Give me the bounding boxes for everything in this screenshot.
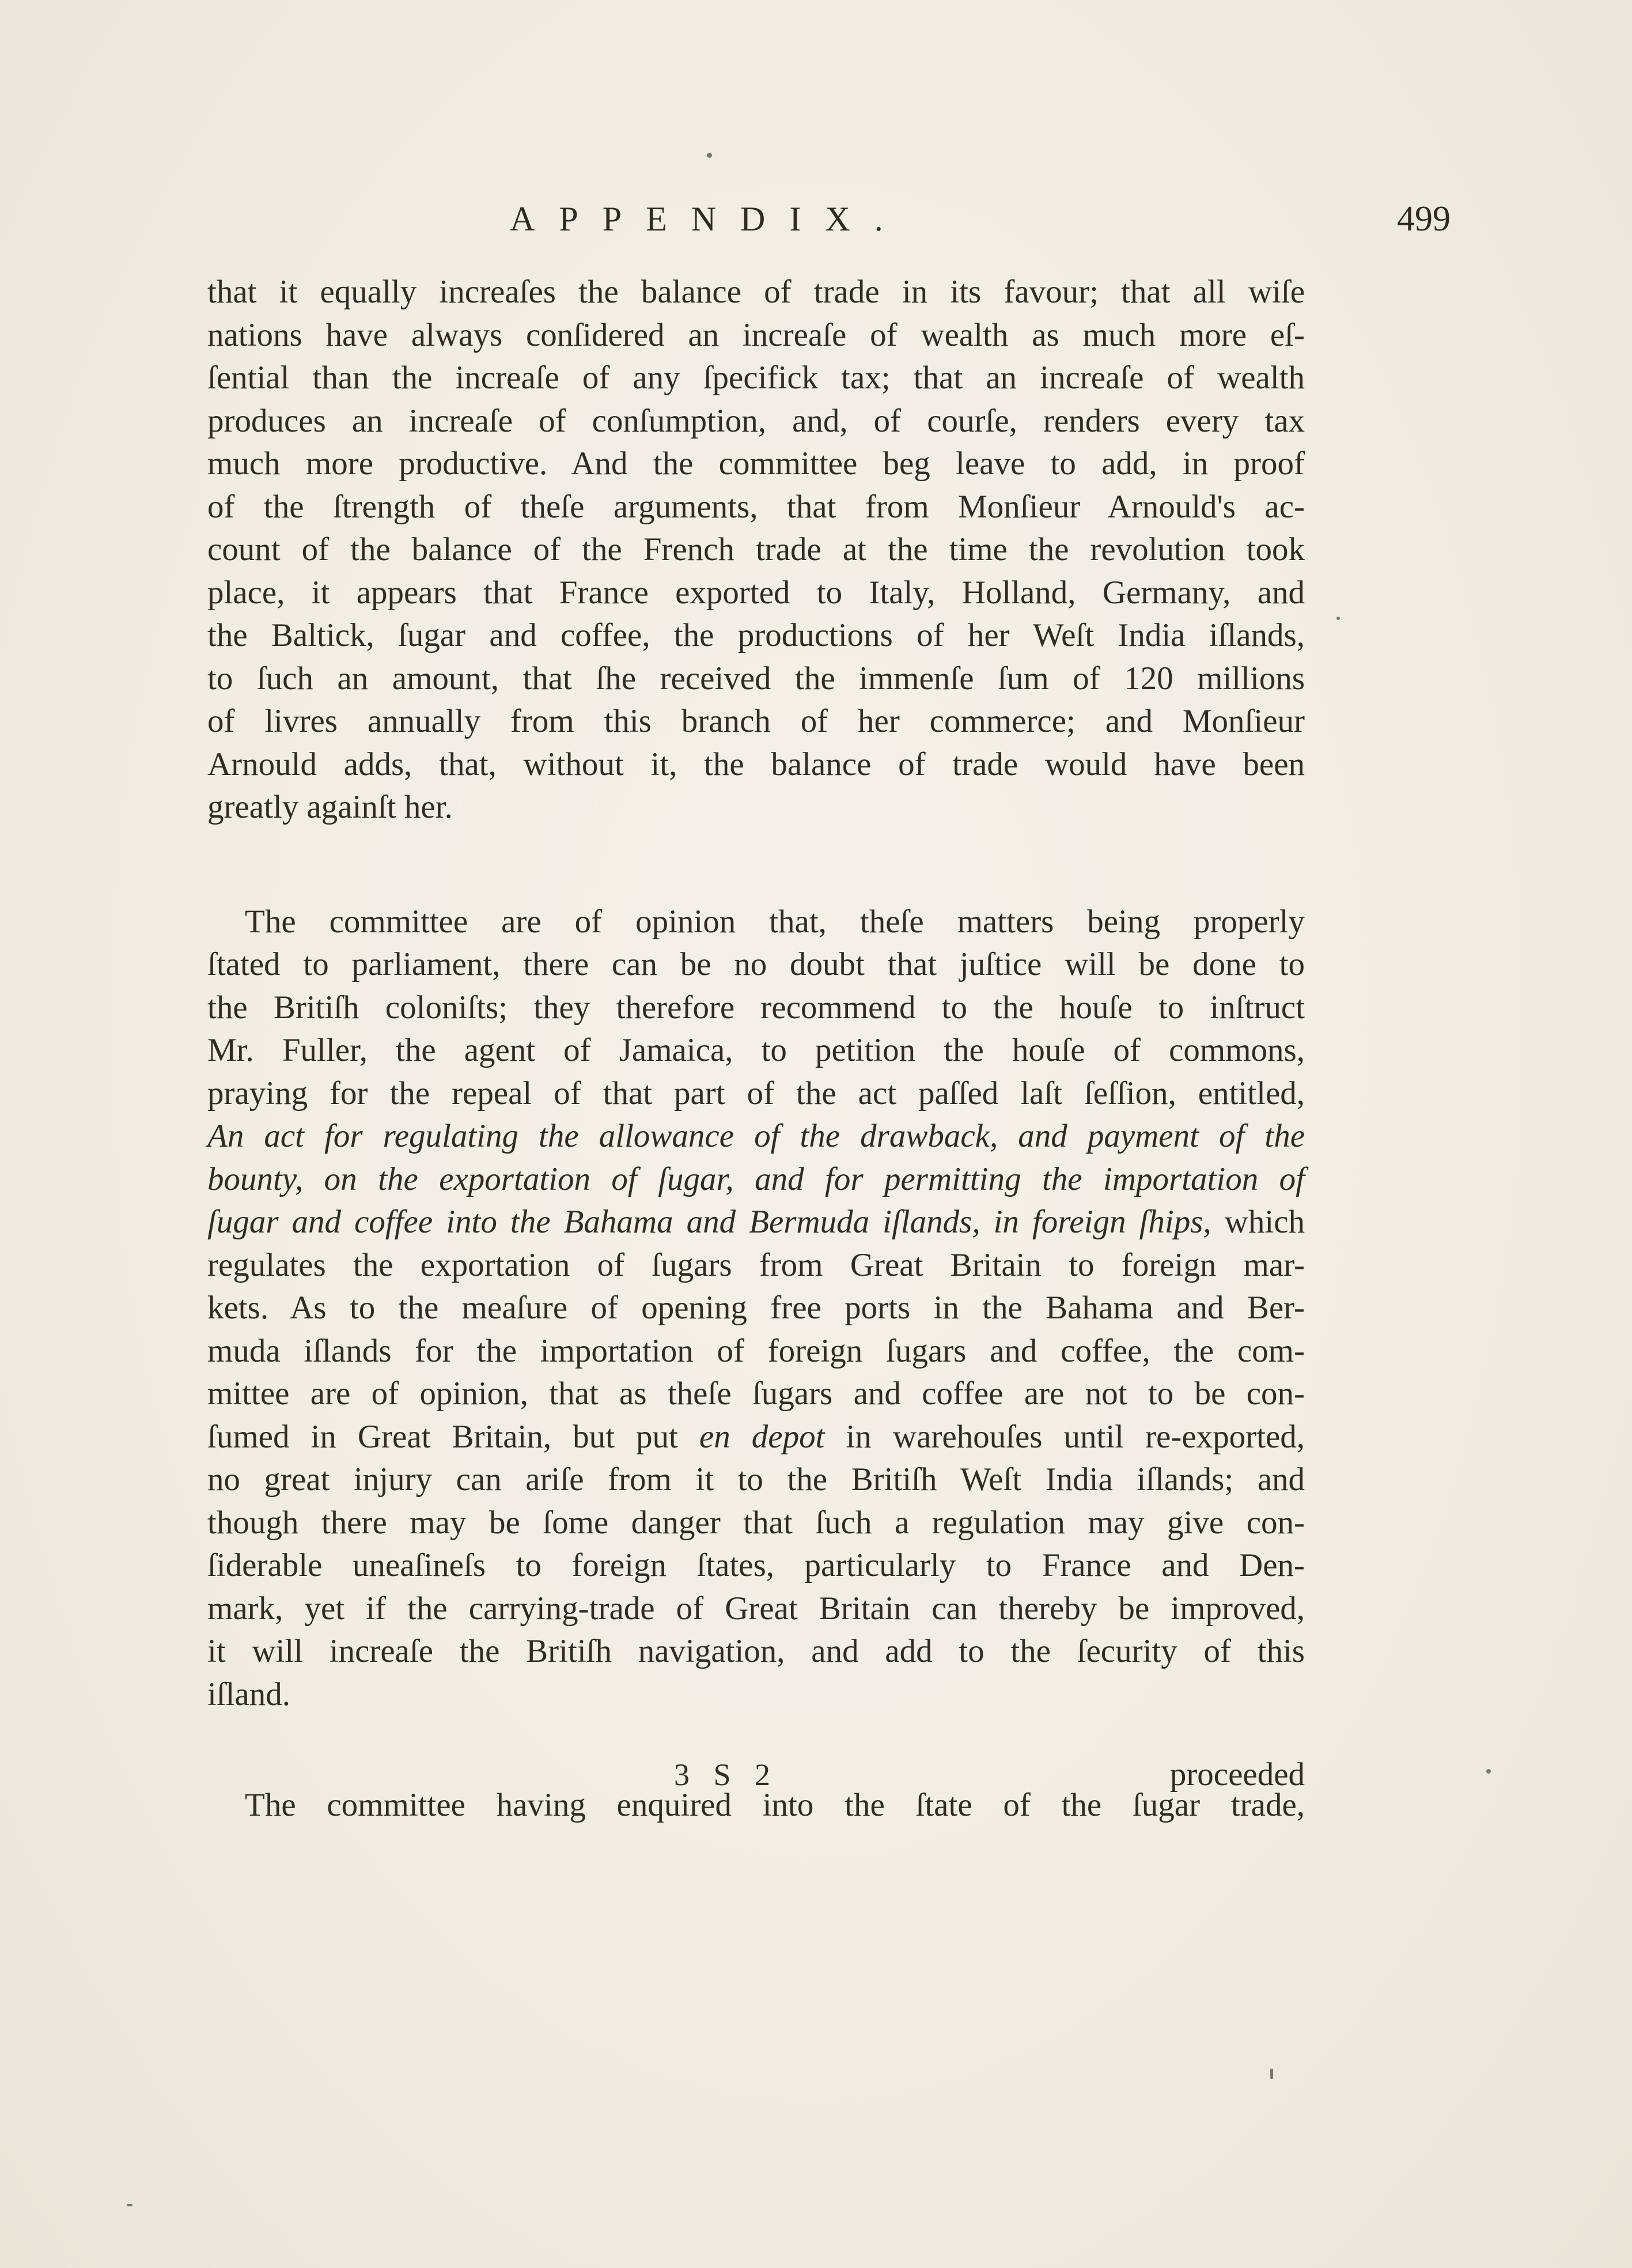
text-line — [207, 1158, 1305, 1201]
text-line: the Baltick, ſugar and coffee, the productions of her Weſt India iſlands, — [207, 617, 1305, 653]
running-title: APPENDIX. — [510, 200, 907, 238]
page-footer — [207, 1752, 1305, 1798]
paper-speck — [127, 2204, 132, 2206]
text-line: much more productive. And the committee beg leave to add, in proof — [207, 445, 1305, 482]
text-line: Mr. Fuller, the agent of Jamaica, to petition the houſe of commons, — [207, 1032, 1305, 1068]
act-title-line: An act for regulating the allowance of the drawback, and payment of the — [207, 1118, 1305, 1154]
paragraph-1 — [207, 271, 1305, 829]
text-line: it will increaſe the Britiſh navigation, and add to the ſecurity of this — [207, 1633, 1305, 1669]
text-line: though there may be ſome danger that ſuch a regulation may give con- — [207, 1504, 1305, 1541]
text-line: ſiderable uneaſineſs to foreign ſtates, particularly to France and Den- — [207, 1547, 1305, 1583]
paper-speck — [1486, 1769, 1491, 1774]
text-line: regulates the exportation of ſugars from Great Britain to foreign mar- — [207, 1246, 1305, 1283]
text-line: iſland. — [207, 1676, 291, 1713]
foreign-phrase: en depot — [699, 1418, 825, 1455]
text-line: greatly againſt her. — [207, 789, 453, 825]
text-line: The committee are of opinion that, theſe matters being properly — [245, 903, 1305, 940]
text-line: of livres annually from this branch of her commerce; and Monſieur — [207, 703, 1305, 739]
text-line — [207, 1416, 1305, 1459]
text-line: kets. As to the meaſure of opening free ports in the Bahama and Ber- — [207, 1290, 1305, 1326]
text-line: the Britiſh coloniſts; they therefore recommend to the houſe to inſtruct — [207, 989, 1305, 1026]
paper-speck — [1336, 617, 1340, 620]
text-span: in warehouſes until re-exported, — [824, 1418, 1305, 1455]
act-title-line: bounty, on the exportation of ſugar, and for permitting the importation of — [207, 1161, 1305, 1197]
text-line: place, it appears that France exported to Italy, Holland, Germany, and — [207, 574, 1305, 611]
text-line: muda iſlands for the importation of foreign ſugars and coffee, the com- — [207, 1332, 1305, 1369]
paper-speck — [1270, 2069, 1273, 2079]
text-line: mark, yet if the carrying-trade of Great Britain can thereby be improved, — [207, 1590, 1305, 1627]
text-line: ſential than the increaſe of any ſpecifick tax; that an increaſe of wealth — [207, 360, 1305, 396]
text-span: ſumed in Great Britain, but put — [207, 1418, 699, 1455]
paper-speck — [707, 153, 712, 158]
text-line: of the ſtrength of theſe arguments, that from Monſieur Arnould's ac- — [207, 488, 1305, 525]
text-line: The committee having enquired into the ſtate of the ſugar trade, — [245, 1787, 1305, 1823]
text-line: ſtated to parliament, there can be no doubt that juſtice will be done to — [207, 946, 1305, 982]
text-line: count of the balance of the French trade at the time the revolution took — [207, 531, 1305, 568]
catchword: proceeded — [1169, 1756, 1305, 1793]
text-line: no great injury can ariſe from it to the Britiſh Weſt India iſlands; and — [207, 1461, 1305, 1498]
paragraph-2 — [207, 901, 1305, 1717]
text-line — [207, 1201, 1305, 1244]
page-number: 499 — [1397, 199, 1451, 239]
running-head — [0, 193, 1632, 245]
act-title-line: ſugar and coffee into the Bahama and Bermuda iſlands, in foreign ſhips, — [207, 1204, 1211, 1240]
text-line — [207, 1115, 1305, 1158]
text-line: nations have always conſidered an increaſe of wealth as much more eſ- — [207, 316, 1305, 353]
text-line: praying for the repeal of that part of the act paſſed laſt ſeſſion, entitled, — [207, 1075, 1305, 1112]
text-span: which — [1211, 1204, 1305, 1240]
body-text — [207, 271, 1305, 1827]
signature-mark: 3 S 2 — [674, 1757, 779, 1792]
text-line: that it equally increaſes the balance of trade in its favour; that all wiſe — [207, 274, 1305, 310]
text-line: to ſuch an amount, that ſhe received the immenſe ſum of 120 millions — [207, 660, 1305, 697]
text-line: Arnould adds, that, without it, the balance of trade would have been — [207, 746, 1305, 783]
text-line: mittee are of opinion, that as theſe ſugars and coffee are not to be con- — [207, 1375, 1305, 1412]
text-line: produces an increaſe of conſumption, and, of courſe, renders every tax — [207, 402, 1305, 439]
